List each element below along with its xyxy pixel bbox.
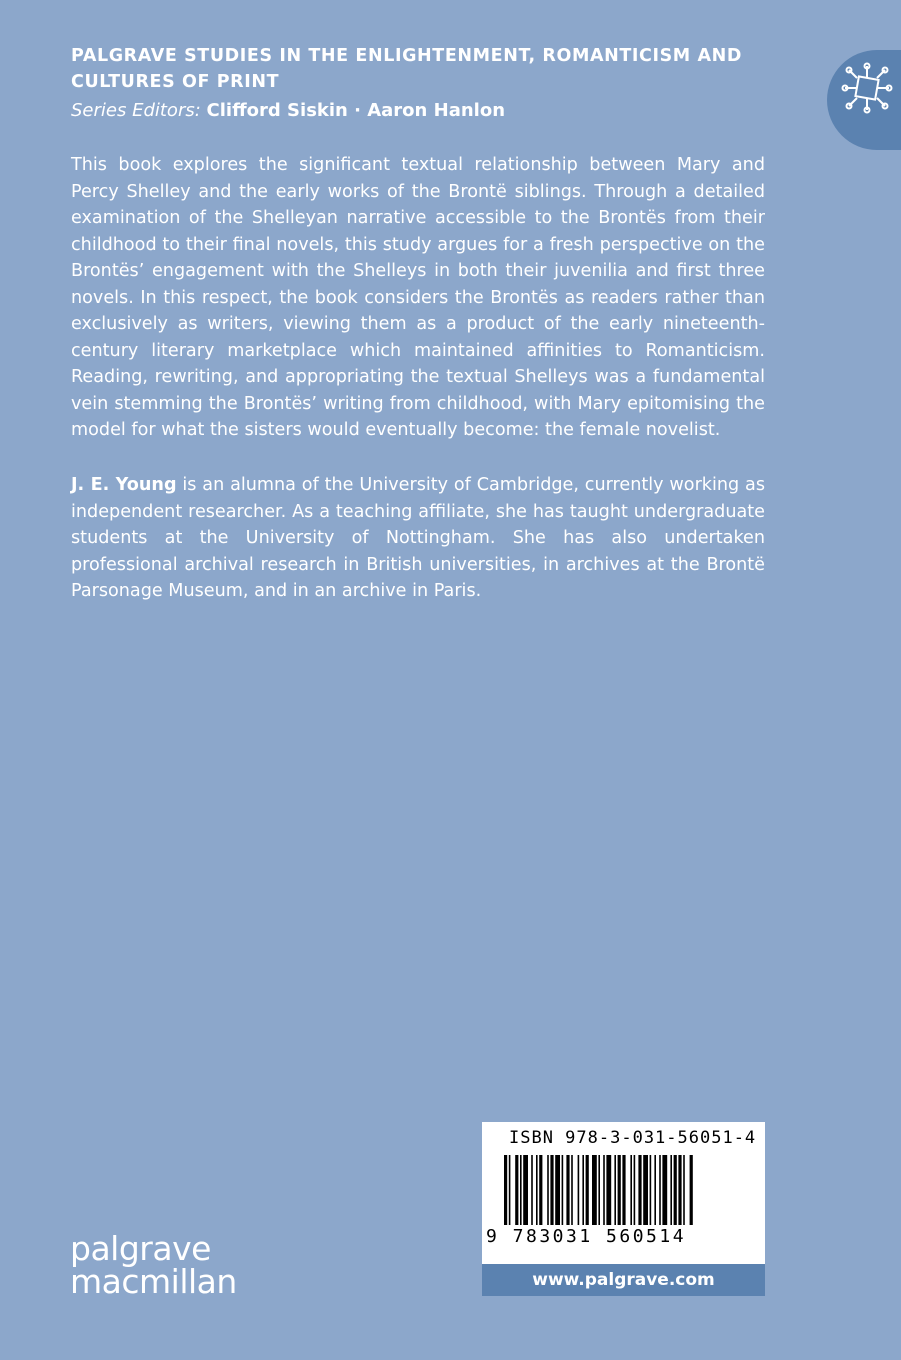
book-description: This book explores the significant textual relationship between Mary and Percy Shelley and the early works of the Brontë siblings. Through a detailed examination of the Shelleyan narrative accessible to the Brontës from their childhood to their final novels, this study argues for a fresh perspective on the Brontës’ engagement with the Shelleys in both their juvenilia and first three novels. In this respect, the book considers the Brontës as readers rather than exclusively as writers, viewing them as a product of the early nineteenth-century literary marketplace which maintained affinities to Romanticism. Reading, rewriting, and appropriating the textual Shelleys was a fundamental vein stemming the Brontës’ writing from childhood, with Mary epitomising the model for what the sisters would eventually become: the female novelist. bbox=[71, 155, 765, 440]
publisher-line2: macmillan bbox=[70, 1262, 237, 1301]
barcode-icon bbox=[504, 1155, 744, 1227]
palgrave-logo-icon bbox=[841, 62, 893, 114]
series-title: PALGRAVE STUDIES IN THE ENLIGHTENMENT, ROMANTICISM AND CULTURES OF PRINT bbox=[71, 46, 743, 92]
publisher-url: www.palgrave.com bbox=[482, 1264, 765, 1296]
series-editors-names: Clifford Siskin · Aaron Hanlon bbox=[206, 100, 506, 121]
barcode-box bbox=[482, 1122, 765, 1296]
author-bio-text: is an alumna of the University of Cambridge, currently working as independent researcher. As a teaching affiliate, she has taught undergraduate students at the University of Nottingham. She has also undertaken professional archival research in British universities, in archives at the Brontë Parsonage Museum, and in an archive in Paris. bbox=[71, 475, 765, 601]
palgrave-logo-tab bbox=[827, 50, 901, 150]
series-editors-label: Series Editors: bbox=[71, 100, 201, 121]
barcode-digits: 9 783031 560514 bbox=[486, 1226, 687, 1247]
publisher-wordmark bbox=[70, 1229, 237, 1301]
publisher-line1: palgrave bbox=[70, 1229, 211, 1268]
isbn-text: ISBN 978-3-031-56051-4 bbox=[509, 1128, 757, 1148]
author-name: J. E. Young bbox=[71, 475, 177, 495]
series-editors bbox=[71, 99, 771, 123]
author-bio bbox=[71, 472, 765, 605]
